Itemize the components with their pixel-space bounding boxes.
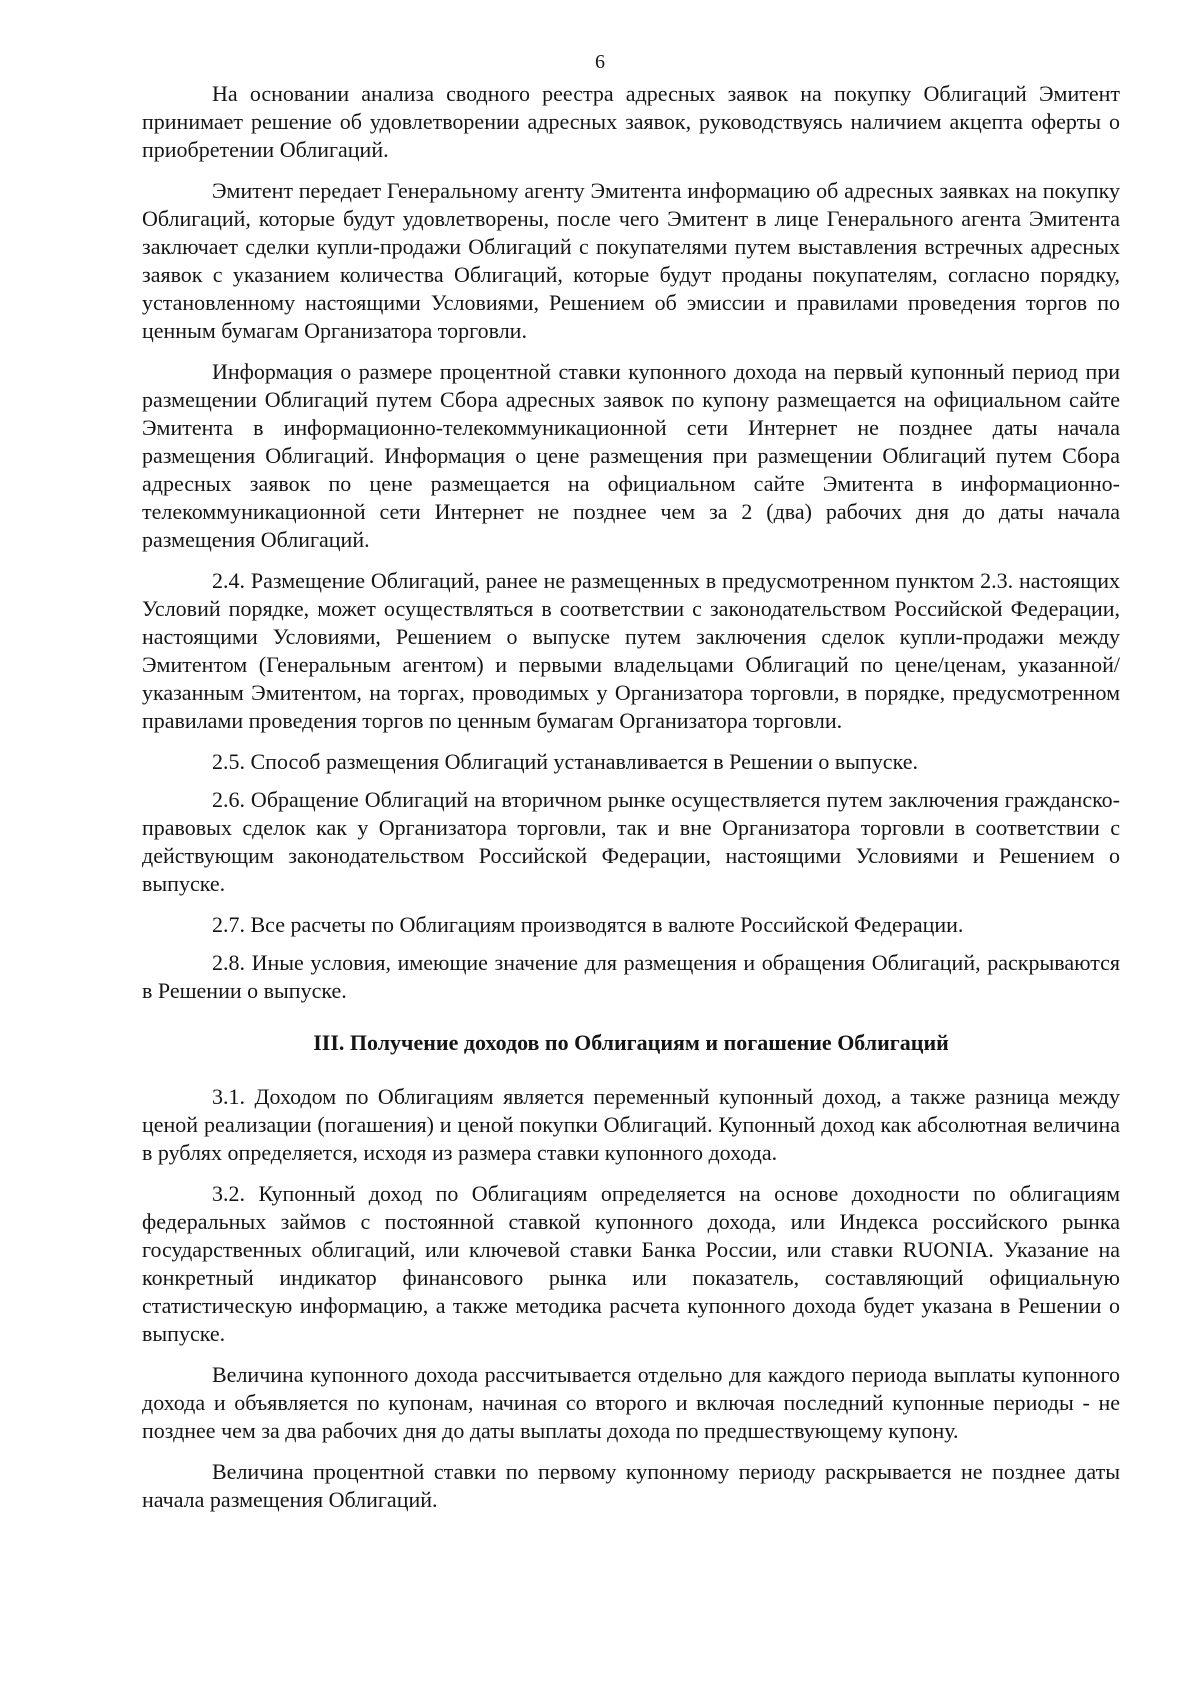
paragraph-clause-3-1: 3.1. Доходом по Облигациям является переменный купонный доход, а также разница между ценой реализации (погашения) и ценой покупки Облигаций. Купонный доход как абсолютная величина в рублях определяется, исходя из размера ставки купонного дохода. xyxy=(142,1084,1120,1165)
page-number: 6 xyxy=(595,51,605,73)
paragraph-clause-2-6: 2.6. Обращение Облигаций на вторичном рынке осуществляется путем заключения гражданско-правовых сделок как у Организатора торговли, так и вне Организатора торговли в соответствии с действующим законодательством Российской Федерации, настоящими Условиями и Решением о выпуске. xyxy=(142,787,1120,896)
paragraph-coupon-income-calculation: Величина купонного дохода рассчитывается отдельно для каждого периода выплаты купонного дохода и объявляется по купонам, начиная со второго и включая последний купонные периоды - не позднее чем за два рабочих дня до даты выплаты дохода по предшествующему купону. xyxy=(142,1362,1120,1443)
section-heading-iii: III. Получение доходов по Облигациям и погашение Облигаций xyxy=(313,1030,949,1055)
paragraph-first-coupon-rate: Величина процентной ставки по первому купонному периоду раскрывается не позднее даты начала размещения Облигаций. xyxy=(142,1459,1120,1512)
paragraph-address-orders-decision: На основании анализа сводного реестра адресных заявок на покупку Облигаций Эмитент принимает решение об удовлетворении адресных заявок, руководствуясь наличием акцепта оферты о приобретении Облигаций. xyxy=(142,81,1120,162)
document-body xyxy=(142,80,1120,1527)
paragraph-clause-2-8: 2.8. Иные условия, имеющие значение для размещения и обращения Облигаций, раскрываются в Решении о выпуске. xyxy=(142,950,1120,1003)
paragraph-clause-3-2: 3.2. Купонный доход по Облигациям определяется на основе доходности по облигациям федеральных займов с постоянной ставкой купонного дохода, или Индекса российского рынка государственных облигаций, или ключевой ставки Банка России, или ставки RUONIA. Указание на конкретный индикатор финансового рынка или показатель, составляющий официальную статистическую информацию, а также методика расчета купонного дохода будет указана в Решении о выпуске. xyxy=(142,1181,1120,1346)
paragraph-coupon-rate-disclosure: Информация о размере процентной ставки купонного дохода на первый купонный период при размещении Облигаций путем Сбора адресных заявок по купону размещается на официальном сайте Эмитента в информационно-телекоммуникационной сети Интернет не позднее даты начала размещения Облигаций. Информация о цене размещения при размещении Облигаций путем Сбора адресных заявок по цене размещается на официальном сайте Эмитента в информационно-телекоммуникационной сети Интернет не позднее чем за 2 (два) рабочих дня до даты начала размещения Облигаций. xyxy=(142,359,1120,552)
paragraph-clause-2-7: 2.7. Все расчеты по Облигациям производятся в валюте Российской Федерации. xyxy=(212,912,964,937)
paragraph-clause-2-5: 2.5. Способ размещения Облигаций устанавливается в Решении о выпуске. xyxy=(212,749,918,774)
paragraph-clause-2-4: 2.4. Размещение Облигаций, ранее не размещенных в предусмотренном пунктом 2.3. настоящих Условий порядке, может осуществляться в соответствии с законодательством Российской Федерации, настоящими Условиями, Решением о выпуске путем заключения сделок купли-продажи между Эмитентом (Генеральным агентом) и первыми владельцами Облигаций по цене/ценам, указанной/указанным Эмитентом, на торгах, проводимых у Организатора торговли, в порядке, предусмотренном правилами проведения торгов по ценным бумагам Организатора торговли. xyxy=(142,568,1120,733)
paragraph-general-agent-deals: Эмитент передает Генеральному агенту Эмитента информацию об адресных заявках на покупку Облигаций, которые будут удовлетворены, после чего Эмитент в лице Генерального агента Эмитента заключает сделки купли-продажи Облигаций с покупателями путем выставления встречных адресных заявок с указанием количества Облигаций, которые будут проданы покупателям, согласно порядку, установленному настоящими Условиями, Решением об эмиссии и правилами проведения торгов по ценным бумагам Организатора торговли. xyxy=(142,178,1120,343)
